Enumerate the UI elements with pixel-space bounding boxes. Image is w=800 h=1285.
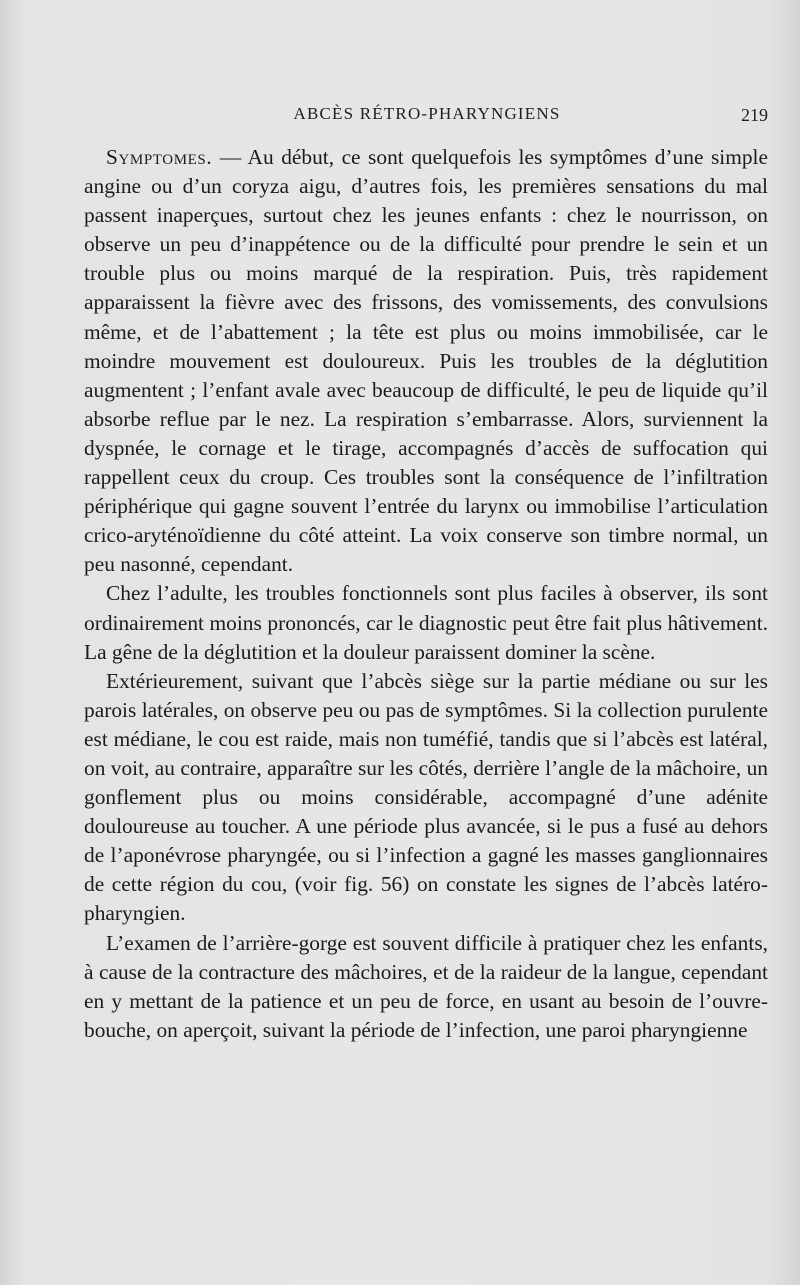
running-head — [86, 104, 768, 134]
paragraph-text: — Au début, ce sont quelquefois les symptômes d’une simple angine ou d’un coryza aigu, d’autres fois, les premières sensations du mal passent inaperçues, surtout chez les jeunes enfants : chez le nourrisson, on observe un peu d’inappétence ou de la difficulté pour prendre le sein et un trouble plus ou moins marqué de la respiration. Puis, très rapidement apparaissent la fièvre avec des frissons, des vomissements, des convulsions même, et de l’abattement ; la tête est plus ou moins immobilisée, car le moindre mouvement est douloureux. Puis les troubles de la déglutition augmentent ; l’enfant avale avec beaucoup de difficulté, le peu de liquide qu’il absorbe reflue par le nez. La respiration s’embarrasse. Alors, surviennent la dyspnée, le cornage et le tirage, accompagnés d’accès de suffocation qui rappellent ceux du croup. Ces troubles sont la conséquence de l’infiltration périphérique qui gagne souvent l’entrée du larynx ou immobilise l’articulation crico-aryténoïdienne du côté atteint. La voix conserve son timbre normal, un peu nasonné, cependant. — [84, 145, 768, 577]
running-title: ABCÈS RÉTRO-PHARYNGIENS — [293, 104, 561, 123]
body-text — [84, 143, 768, 1045]
section-title: Symptomes. — [106, 145, 213, 169]
page-number: 219 — [741, 105, 768, 125]
paragraph-adulte: Chez l’adulte, les troubles fonctionnels sont plus faciles à observer, ils sont ordinairement moins prononcés, car le diagnostic peut être fait plus hâtivement. La gêne de la déglutition et la douleur paraissent dominer la scène. — [84, 581, 768, 664]
paragraph-exterieurement: Extérieurement, suivant que l’abcès siège sur la partie médiane ou sur les parois latérales, on observe peu ou pas de symptômes. Si la collection purulente est médiane, le cou est raide, mais non tuméfié, tandis que si l’abcès est latéral, on voit, au contraire, apparaître sur les côtés, derrière l’angle de la mâchoire, un gonflement plus ou moins considérable, accompagné d’une adénite douloureuse au toucher. A une période plus avancée, si le pus a fusé au dehors de l’aponévrose pharyngée, ou si l’infection a gagné les masses ganglionnaires de cette région du cou, (voir fig. 56) on constate les signes de l’abcès latéro-pharyngien. — [84, 668, 768, 926]
paragraph-symptomes — [84, 143, 768, 579]
paragraph-examen: L’examen de l’arrière-gorge est souvent difficile à pratiquer chez les enfants, à cause de la contracture des mâchoires, et de la raideur de la langue, cependant en y mettant de la patience et un peu de force, en usant au besoin de l’ouvre-bouche, on aperçoit, suivant la période de l’infection, une paroi pharyngienne — [84, 930, 768, 1042]
